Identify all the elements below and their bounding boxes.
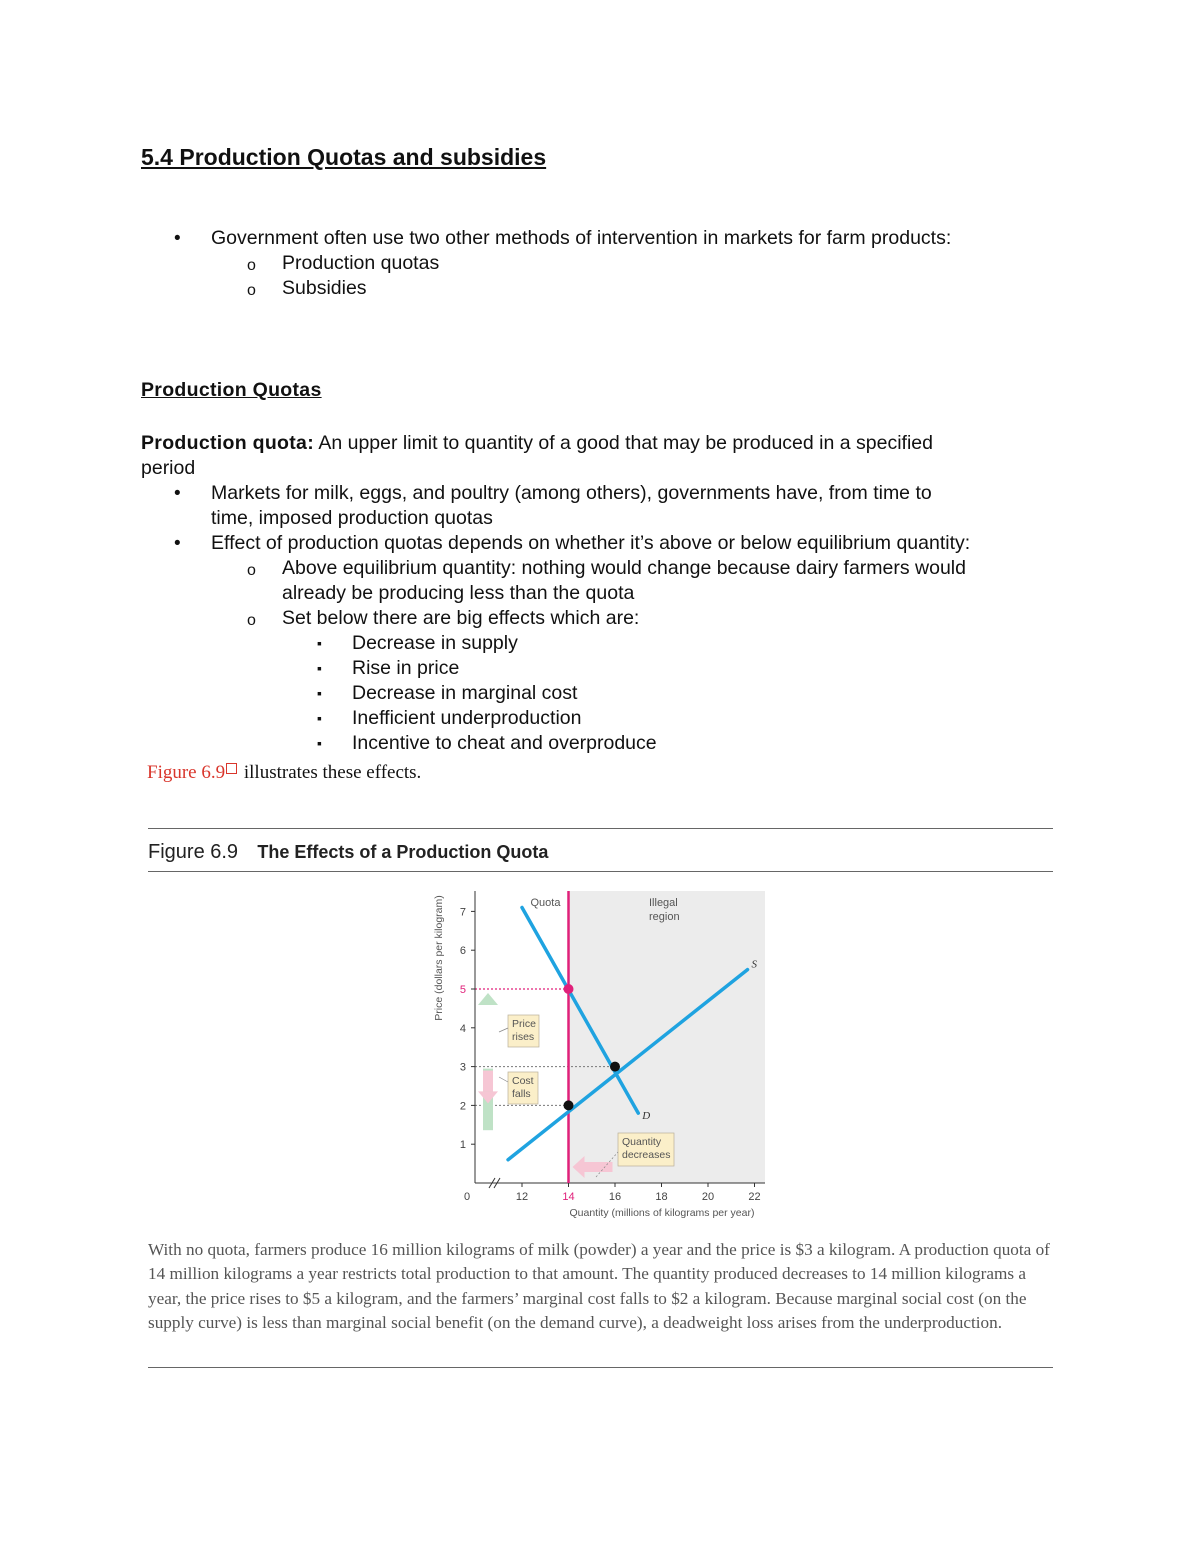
cost-falls-text: Cost [512, 1075, 534, 1087]
figure-reference [147, 760, 421, 785]
x-tick-label: 16 [608, 1191, 622, 1203]
y-tick-label: 4 [459, 1022, 466, 1035]
effect-item: Decrease in supply [352, 632, 518, 654]
sub-point-2: Set below there are big effects which are: [282, 607, 640, 629]
effect-item: Inefficient underproduction [352, 707, 582, 729]
x-axis-label: Quantity (millions of kilograms per year) [569, 1207, 755, 1219]
sub-bullet-o: o [247, 257, 256, 274]
quantity-decreases-text: decreases [622, 1149, 671, 1161]
quota-cost-point [564, 1100, 574, 1110]
page-heading: 5.4 Production Quotas and subsidies [141, 144, 547, 170]
sub-point-1-line-1: Above equilibrium quantity: nothing would change because dairy farmers would [282, 557, 966, 579]
figure-link[interactable]: Figure 6.9 [147, 762, 226, 783]
definition-text: An upper limit to quantity of a good that may be produced in a specified [318, 432, 933, 454]
intro-sub-subsidies: Subsidies [282, 277, 367, 299]
figure-top-rule [148, 828, 1053, 829]
y-tick-label: 5 [459, 984, 466, 996]
point-1-line-1: Markets for milk, eggs, and poultry (among others), governments have, from time to [211, 482, 932, 504]
square-bullet: ▪ [317, 660, 322, 676]
effect-item: Decrease in marginal cost [352, 682, 578, 704]
y-tick-label: 2 [459, 1100, 466, 1113]
figure-title-text: The Effects of a Production Quota [257, 842, 549, 862]
y-tick-label: 3 [459, 1061, 466, 1074]
square-bullet: ▪ [317, 685, 322, 701]
section-title: Production Quotas [141, 379, 322, 401]
y-tick-label: 1 [459, 1139, 466, 1152]
x-tick-label: 22 [748, 1191, 761, 1203]
effect-item: Rise in price [352, 657, 460, 679]
quota-price-point [564, 984, 574, 994]
quantity-arrow-shaft [583, 1162, 613, 1172]
square-bullet: ▪ [317, 710, 322, 726]
x-tick-label: 14 [562, 1191, 575, 1203]
square-bullet: ▪ [317, 735, 322, 751]
illegal-region-label: Illegal [649, 897, 678, 909]
sub-bullet-o: o [247, 612, 256, 629]
y-tick-label: 7 [459, 906, 466, 919]
sub-bullet-o: o [247, 562, 256, 579]
quantity-decreases-text: Quantity [622, 1136, 662, 1148]
point-2: Effect of production quotas depends on whether it’s above or below equilibrium quantity: [211, 532, 971, 554]
quota-label: Quota [530, 897, 561, 909]
origin-label: 0 [463, 1191, 471, 1203]
figure-bottom-rule [148, 1367, 1053, 1368]
equilibrium-point [610, 1062, 620, 1072]
definition-term: Production quota: [141, 432, 314, 454]
bullet-dot: • [174, 228, 181, 249]
figure-title [148, 838, 548, 867]
sub-point-1-line-2: already be producing less than the quota [282, 582, 635, 604]
cost-falls-text: falls [512, 1088, 531, 1100]
external-link-icon[interactable] [226, 763, 237, 774]
price-rises-text: rises [512, 1031, 535, 1043]
y-tick-label: 6 [459, 945, 466, 958]
intro-sub-quotas: Production quotas [282, 252, 440, 274]
bullet-dot: • [174, 533, 181, 554]
figure-caption: With no quota, farmers produce 16 million kilograms of milk (powder) a year and the price is $3 a kilogram. A production quota of 14 million kilograms a year restricts total production to that amount. The quantity produced decreases to 14 million kilograms a year, the price rises to $5 a kilogram, and the farmers’ marginal cost falls to $2 a kilogram. Because marginal social cost (on the supply curve) is less than marginal social benefit (on the demand curve), a deadweight loss arises from the underproduction. [148, 1240, 1050, 1333]
y-axis-label: Price (dollars per kilogram) [433, 895, 445, 1021]
illegal-region-label: region [649, 911, 680, 923]
figure-title-rule [148, 871, 1053, 872]
effect-item: Incentive to cheat and overproduce [352, 732, 657, 754]
cost-falls-arrow-shaft [483, 1071, 493, 1092]
supply-label: S [751, 958, 758, 971]
x-tick-label: 12 [515, 1191, 529, 1203]
sub-bullet-o: o [247, 282, 256, 299]
square-bullet: ▪ [317, 635, 322, 651]
bullet-dot: • [174, 483, 181, 504]
figure-number: Figure 6.9 [148, 841, 239, 863]
figure-reference-text: illustrates these effects. [243, 762, 422, 783]
point-1-line-2: time, imposed production quotas [211, 507, 493, 529]
quota-chart [420, 882, 780, 1222]
definition-text-cont: period [141, 457, 196, 479]
definition [141, 431, 933, 456]
price-rises-text: Price [512, 1018, 536, 1030]
intro-bullet: Government often use two other methods of intervention in markets for farm products: [211, 227, 952, 249]
demand-label: D [642, 1110, 651, 1123]
x-tick-label: 18 [655, 1191, 668, 1203]
x-tick-label: 20 [701, 1191, 715, 1203]
